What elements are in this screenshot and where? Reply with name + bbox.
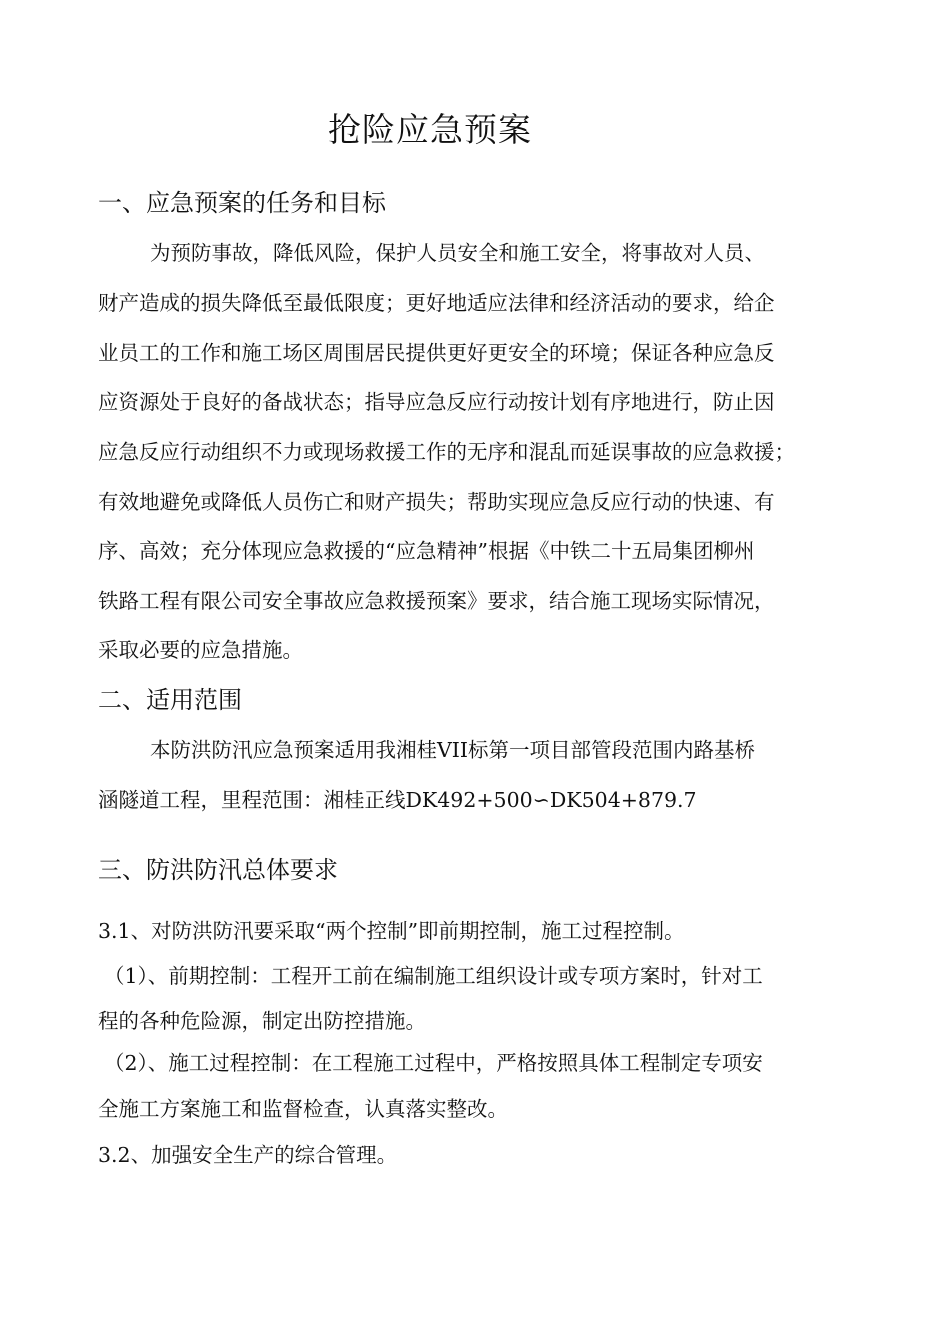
section-1-line: 为预防事故，降低风险，保护人员安全和施工安全，将事故对人员、 bbox=[150, 241, 765, 265]
section-1-line: 序、高效；充分体现应急救援的“应急精神”根据《中铁二十五局集团柳州 bbox=[98, 539, 755, 563]
section-2-heading: 二、适用范围 bbox=[98, 686, 242, 714]
section-3-line: 3.1、对防洪防汛要采取“两个控制”即前期控制，施工过程控制。 bbox=[98, 919, 685, 943]
section-3-line: （1）、前期控制：工程开工前在编制施工组织设计或专项方案时，针对工 bbox=[104, 964, 763, 988]
section-1-heading: 一、应急预案的任务和目标 bbox=[98, 189, 386, 217]
section-1-line: 财产造成的损失降低至最低限度；更好地适应法律和经济活动的要求，给企 bbox=[98, 291, 775, 315]
section-3-line: 3.2、加强安全生产的综合管理。 bbox=[98, 1143, 398, 1167]
section-1-line: 应急反应行动组织不力或现场救援工作的无序和混乱而延误事故的应急救援； bbox=[98, 440, 795, 464]
section-2-line: 涵隧道工程，里程范围：湘桂正线DK492+500∽DK504+879.7 bbox=[98, 788, 697, 812]
section-3-line: 程的各种危险源，制定出防控措施。 bbox=[98, 1009, 426, 1033]
section-3-line: 全施工方案施工和监督检查，认真落实整改。 bbox=[98, 1097, 508, 1121]
section-1-line: 业员工的工作和施工场区周围居民提供更好更安全的环境；保证各种应急反 bbox=[98, 341, 775, 365]
section-2-line: 本防洪防汛应急预案适用我湘桂VII标第一项目部管段范围内路基桥 bbox=[150, 738, 755, 762]
section-3-line: （2）、施工过程控制：在工程施工过程中，严格按照具体工程制定专项安 bbox=[104, 1051, 763, 1075]
section-1-line: 铁路工程有限公司安全事故应急救援预案》要求，结合施工现场实际情况， bbox=[98, 589, 775, 613]
section-1-line: 采取必要的应急措施。 bbox=[98, 638, 303, 662]
section-1-line: 应资源处于良好的备战状态；指导应急反应行动按计划有序地进行，防止因 bbox=[98, 390, 775, 414]
section-3-heading: 三、防洪防汛总体要求 bbox=[98, 856, 338, 884]
document-title: 抢险应急预案 bbox=[328, 110, 532, 149]
section-1-line: 有效地避免或降低人员伤亡和财产损失；帮助实现应急反应行动的快速、有 bbox=[98, 490, 775, 514]
